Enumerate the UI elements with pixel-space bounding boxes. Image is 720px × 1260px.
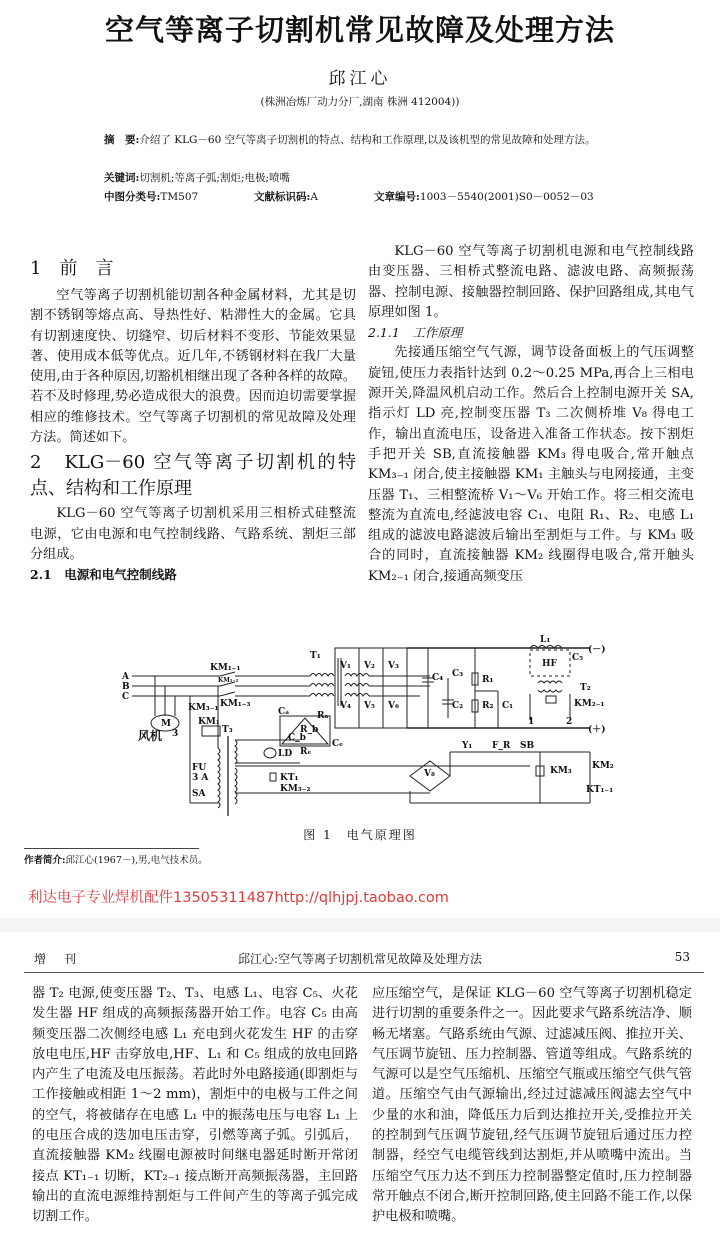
doc-code-label: 文献标识码: bbox=[254, 191, 311, 203]
label-v1: V₁ bbox=[340, 661, 351, 671]
label-t1: T₁ bbox=[310, 651, 321, 661]
label-c5: C₅ bbox=[572, 653, 584, 663]
label-v2: V₂ bbox=[364, 661, 375, 671]
label-node-2: 2 bbox=[566, 717, 573, 727]
watermark-advertisement: 利达电子专业焊机配件13505311487http://qlhjpj.taobao.com bbox=[28, 890, 449, 906]
page-separator bbox=[0, 918, 720, 932]
author-footnote bbox=[24, 852, 208, 866]
label-phase-a: A bbox=[122, 672, 129, 682]
right-paragraph-2: 先接通压缩空气气源，调节设备面板上的气压调整旋钮,使压力表指针达到 0.2～0.25 MPa,再合上三相电源开关,降温风机启动工作。然后合上控制电源开关 SA,指示灯 LD 亮,控制变压器 T₃ 二次侧桥堆 V₈ 得电工作，输出直流电压，设备进入准备工作状态。按下割炬手把开关 SB,直流接触器 KM₃ 得电吸合,常开触点 KM₃₋₁ 闭合,使主接触器 KM₁ 主触头与电网接通，主变压器 T₁、三相整流桥 V₁～V₆ 开始工作。将三相交流电整流为直流电,经滤波电容 C₁、电阻 R₁、R₂、电感 L₁ 组成的滤波电路滤波后输出至割炬与工件。与 KM₃ 吸合的同时，直流接触器 KM₂ 线圈得电吸合,常开触头 KM₂₋₁ 闭合,接通高频变压 bbox=[368, 345, 694, 584]
classification-row bbox=[104, 189, 624, 205]
label-cc: Cₑ bbox=[332, 739, 344, 749]
label-t2: T₂ bbox=[580, 683, 591, 693]
label-re: Rₑ bbox=[300, 747, 312, 757]
abstract-label: 摘 要: bbox=[104, 134, 140, 146]
article-no-label: 文章编号: bbox=[374, 191, 420, 203]
label-km1: KM₁ bbox=[198, 717, 220, 727]
section-2-1-heading: 2.1 电源和电气控制线路 bbox=[30, 567, 177, 583]
label-t3: T₃ bbox=[222, 725, 233, 735]
section-2-paragraph: KLG－60 空气等离子切割机采用三相桥式硅整流电源，它由电源和电气控制线路、气路系统、割炬三部分组成。 bbox=[30, 506, 356, 562]
label-fu: FU bbox=[192, 763, 207, 773]
label-y1: Y₁ bbox=[462, 741, 473, 751]
label-minus-terminal: (－) bbox=[588, 645, 606, 655]
keywords-text: 切割机;等离子弧;割炬;电极;喷嘴 bbox=[139, 172, 291, 184]
running-head-title: 邱江心:空气等离子切割机常见故障及处理方法 bbox=[237, 952, 483, 966]
footnote-text: 邱江心(1967－),男,电气技术员。 bbox=[65, 855, 208, 866]
label-motor: M bbox=[161, 719, 171, 729]
label-v6: V₆ bbox=[388, 701, 399, 711]
label-km2-1: KM₂₋₁ bbox=[574, 699, 605, 709]
label-c4: C₄ bbox=[432, 673, 444, 683]
label-plus-terminal: (＋) bbox=[588, 725, 606, 735]
label-three: 3 bbox=[172, 729, 179, 739]
label-sa: SA bbox=[192, 789, 206, 799]
section-2-heading: 2 KLG－60 空气等离子切割机的特点、结构和工作原理 bbox=[30, 452, 356, 500]
label-r1: R₁ bbox=[482, 675, 494, 685]
circuit-diagram bbox=[110, 628, 614, 823]
author-affiliation: (株洲冶炼厂动力分厂,湖南 株洲 412004)) bbox=[260, 96, 460, 108]
running-head-left: 增 刊 bbox=[34, 952, 80, 966]
label-phase-c: C bbox=[122, 692, 130, 702]
label-v4: V₄ bbox=[340, 701, 351, 711]
label-sb: SB bbox=[520, 741, 535, 751]
footnote-label: 作者简介: bbox=[24, 855, 66, 866]
label-cb: C_b bbox=[288, 733, 306, 743]
label-rb: R_b bbox=[300, 725, 319, 735]
keywords bbox=[104, 170, 624, 186]
label-km1-1: KM₁₋₁ bbox=[210, 663, 241, 673]
label-ca: Cₐ bbox=[278, 707, 290, 717]
figure-caption: 图 1 电气原理图 bbox=[303, 828, 417, 842]
label-km3-1-left: KM₃₋₁ bbox=[188, 703, 219, 713]
page2-right-paragraph: 应压缩空气，是保证 KLG－60 空气等离子切割机稳定进行切割的重要条件之一。因此要求气路系统洁净、顺畅无堵塞。气路系统由气源、过滤减压阀、推拉开关、气压调节旋钮、压力控制器、管道等组成。气路系统的气源可以是空气压缩机、压缩空气瓶或压缩空气供气管道。压缩空气由气源输出,经过过滤减压阀滤去空气中少量的水和油，降低压力后到达推拉开关,受推拉开关的控制到气压调节旋钮,经气压调节旋钮后通过压力控制器，经空气电缆管线到达割炬,并从喷嘴中流出。当压缩空气压力达不到压力控制器整定值时,压力控制器常开触点不闭合,断开控制回路,使主回路不能工作,以保护电极和喷嘴。 bbox=[372, 986, 692, 1225]
page2-left-column bbox=[32, 984, 358, 1228]
label-km1-3: KM₁₋₃ bbox=[220, 699, 251, 709]
section-1-paragraph: 空气等离子切割机能切割各种金属材料，尤其是切割不锈钢等熔点高、导热性好、粘滞性大的金属。它具有切割速度快、切缝窄、切后材料不变形、节能效果显著、使用成本低等优点。近几年,不锈钢材料在我厂大量使用,由于各种原因,切豁机相继出现了各种各样的故障。若不及时修理,势必造成很大的浪费。因而迫切需要掌握相应的维修技术。空气等离子切割机的常见故障及处理方法。简述如下。 bbox=[30, 288, 356, 446]
label-r2: R₂ bbox=[482, 701, 494, 711]
label-kt1: KT₁ bbox=[280, 773, 299, 783]
article-no-value: 1003－5540(2001)S0－0052－03 bbox=[419, 191, 594, 203]
author-name: 邱江心 bbox=[328, 69, 392, 89]
clc-value: TM507 bbox=[160, 191, 199, 203]
label-km2: KM₂ bbox=[592, 761, 614, 771]
doc-code-value: A bbox=[310, 191, 318, 203]
label-km3: KM₃ bbox=[550, 766, 572, 776]
label-v5: V₅ bbox=[364, 701, 375, 711]
label-ld: LD bbox=[278, 749, 293, 759]
label-km1-2: KM₁₋₂ bbox=[218, 677, 239, 684]
label-kt1-1: KT₁₋₁ bbox=[586, 785, 614, 795]
article-page-2 bbox=[0, 932, 720, 1260]
abstract-text: 介绍了 KLG－60 空气等离子切割机的特点、结构和工作原理,以及该机型的常见故障和处理方法。 bbox=[139, 134, 596, 146]
section-1-heading: 1 前 言 bbox=[30, 258, 114, 279]
label-v8: V₈ bbox=[424, 769, 435, 779]
label-fan: 风机 bbox=[138, 729, 163, 743]
header-rule bbox=[24, 972, 704, 973]
page-number: 53 bbox=[674, 950, 690, 964]
right-paragraph-1: KLG－60 空气等离子切割机电源和电气控制线路由变压器、三相桥式整流电路、滤波电路、高频振荡器、控制电源、接触器控制回路、保护回路组成,其电气原理如图 1。 bbox=[368, 244, 694, 320]
label-phase-b: B bbox=[122, 682, 130, 692]
label-node-1: 1 bbox=[528, 717, 535, 727]
label-c2: C₂ bbox=[452, 701, 464, 711]
label-fr: F_R bbox=[492, 741, 511, 751]
label-km3-2: KM₃₋₂ bbox=[280, 784, 311, 794]
page2-right-column bbox=[372, 984, 692, 1228]
left-column bbox=[30, 256, 356, 586]
abstract bbox=[104, 132, 624, 148]
article-title: 空气等离子切割机常见故障及处理方法 bbox=[104, 13, 615, 47]
label-fuse-rating: 3 A bbox=[192, 773, 209, 783]
keywords-label: 关键词: bbox=[104, 172, 140, 184]
label-c3: C₃ bbox=[452, 669, 464, 679]
label-ra: Rₐ bbox=[317, 711, 329, 721]
clc-label: 中图分类号: bbox=[104, 191, 161, 203]
section-2-1-1-heading: 2.1.1 工作原理 bbox=[368, 325, 463, 341]
label-l1: L₁ bbox=[540, 635, 551, 645]
right-column bbox=[368, 242, 694, 587]
label-v3: V₃ bbox=[388, 661, 399, 671]
page2-left-paragraph: 器 T₂ 电源,使变压器 T₂、T₃、电感 L₁、电容 C₅、火花发生器 HF 组成的高频振荡器开始工作。电容 C₅ 由高频变压器二次侧经电感 L₁ 充电到火花发生 HF 的击穿放电电压,HF 击穿放电,HF、L₁ 和 C₅ 组成的放电回路内产生了电流及电压振荡。若此时外电路接通(即割炬与工作接触或相距 1～2 mm)，割炬中的电极与工件之间的空气，将被储存在电感 L₁ 中的振荡电压与电容 L₁ 上的电压合成的迭加电压击穿，引燃等离子弧。引弧后，直流接触器 KM₂ 线圈电源被时间继电器延时断开常闭接点 KT₁₋₁ 切断，KT₂₋₁ 接点断开高频振荡器，主回路输出的直流电源维持割炬与工件间产生的等离子弧完成切割工作。 bbox=[32, 986, 358, 1225]
label-hf: HF bbox=[542, 659, 557, 669]
label-c1: C₁ bbox=[502, 701, 514, 711]
footnote-rule bbox=[24, 848, 199, 849]
